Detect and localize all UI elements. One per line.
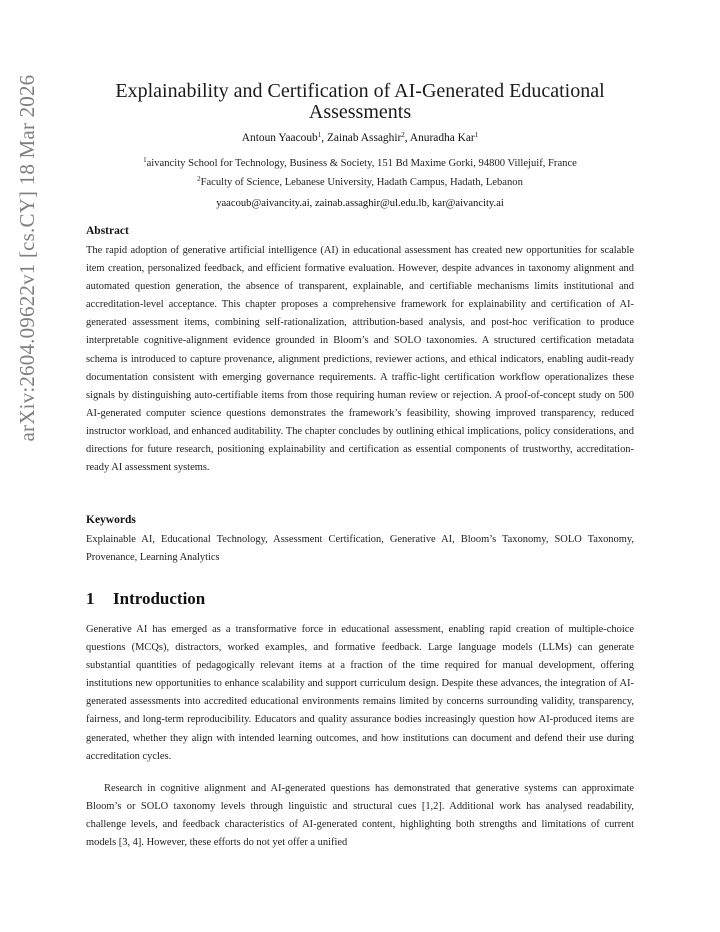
- author-affiliation-mark: 1: [317, 131, 322, 139]
- affiliation-2: $^2$Faculty of Science, Lebanese University, Hadath Campus, Hadath, Lebanon: [197, 175, 523, 188]
- intro-paragraph: Generative AI has emerged as a transformative force in educational assessment, enabling rapid creation of multiple-choice questions (MCQs), distractors, worked examples, and formative feedback. Large language models (LLMs) can generate substantial quantities of pedagogically relevant items at a fraction of the time required for manual development, offering institutions new opportunities to enhance scalability and support curriculum design. Despite these advances, the integration of AI-generated assessments into accredited educational environments remains limited by concerns surrounding validity, transparency, fairness, and long-term reproducibility. Educators and quality assurance bodies increasingly question how AI-produced items are generated, whether they align with intended learning outcomes, and how institutions can document and defend their use during accreditation cycles.: [86, 624, 634, 762]
- author-name: Anuradha Kar: [409, 132, 475, 144]
- abstract-text: The rapid adoption of generative artificial intelligence (AI) in educational assessment has created new opportunities for scalable item creation, personalized feedback, and efficient formative evaluation. However, despite advances in taxonomy alignment and automated question generation, the absence of transparent, explainable, and certifiable mechanisms limits institutional and accreditation-level acceptance. This chapter proposes a comprehensive framework for explainability and certification of AI-generated assessment items, combining self-rationalization, attribution-based analysis, and post-hoc verification to produce interpretable cognitive-alignment evidence grounded in Bloom’s and SOLO taxonomies. A structured certification metadata schema is introduced to capture provenance, alignment predictions, reviewer actions, and ethical indicators, enabling audit-ready documentation consistent with emerging governance requirements. A traffic-light certification workflow operationalizes these signals by distinguishing auto-certifiable items from those requiring human review or rejection. A proof-of-concept study on 500 AI-generated computer science questions demonstrates the framework’s feasibility, showing improved transparency, reduced instructor workload, and enhanced auditability. The chapter concludes by outlining ethical implications, policy considerations, and directions for future research, positioning explainability and certification as essential components of trustworthy, accreditation-ready AI assessment systems.: [86, 245, 634, 474]
- intro-paragraph: Research in cognitive alignment and AI-generated questions has demonstrated that generative systems can approximate Bloom’s or SOLO taxonomy levels through linguistic and structural cues [1,2]. Additional work has analysed readability, challenge levels, and feedback characteristics of AI-generated content, highlighting both strengths and limitations of current models [3, 4]. However, these efforts do not yet offer a unified: [86, 783, 634, 849]
- author-name: Zainab Assaghir: [326, 132, 402, 144]
- author-affiliation-mark: 2: [401, 131, 405, 139]
- abstract-heading: Abstract: [86, 225, 129, 237]
- keywords-heading: Keywords: [86, 514, 136, 526]
- author-affiliation-mark: 1: [474, 131, 479, 139]
- affiliation-1: $^1$aivancity School for Technology, Business & Society, 151 Bd Maxime Gorki, 94800 Villejuif, France: [143, 156, 577, 169]
- author-list: Antoun Yaacoub$^1$, Zainab Assaghir$^2$, Anuradha Kar$^1$: [241, 131, 479, 144]
- section-heading: [86, 589, 205, 609]
- section-title: Introduction: [113, 589, 206, 608]
- keywords-text: Explainable AI, Educational Technology, Assessment Certification, Generative AI, Bloom’s Taxonomy, SOLO Taxonomy, Provenance, Learning Analytics: [86, 534, 634, 564]
- author-name: Antoun Yaacoub: [241, 132, 318, 144]
- paper-title: Explainability and Certification of AI-Generated Educational Assessments: [115, 80, 605, 123]
- author-emails: yaacoub@aivancity.ai, zainab.assaghir@ul.edu.lb, kar@aivancity.ai: [216, 198, 504, 209]
- section-number: 1: [86, 589, 95, 608]
- arxiv-identifier: arXiv:2604.09622v1 [cs.CY] 18 Mar 2026: [15, 74, 39, 442]
